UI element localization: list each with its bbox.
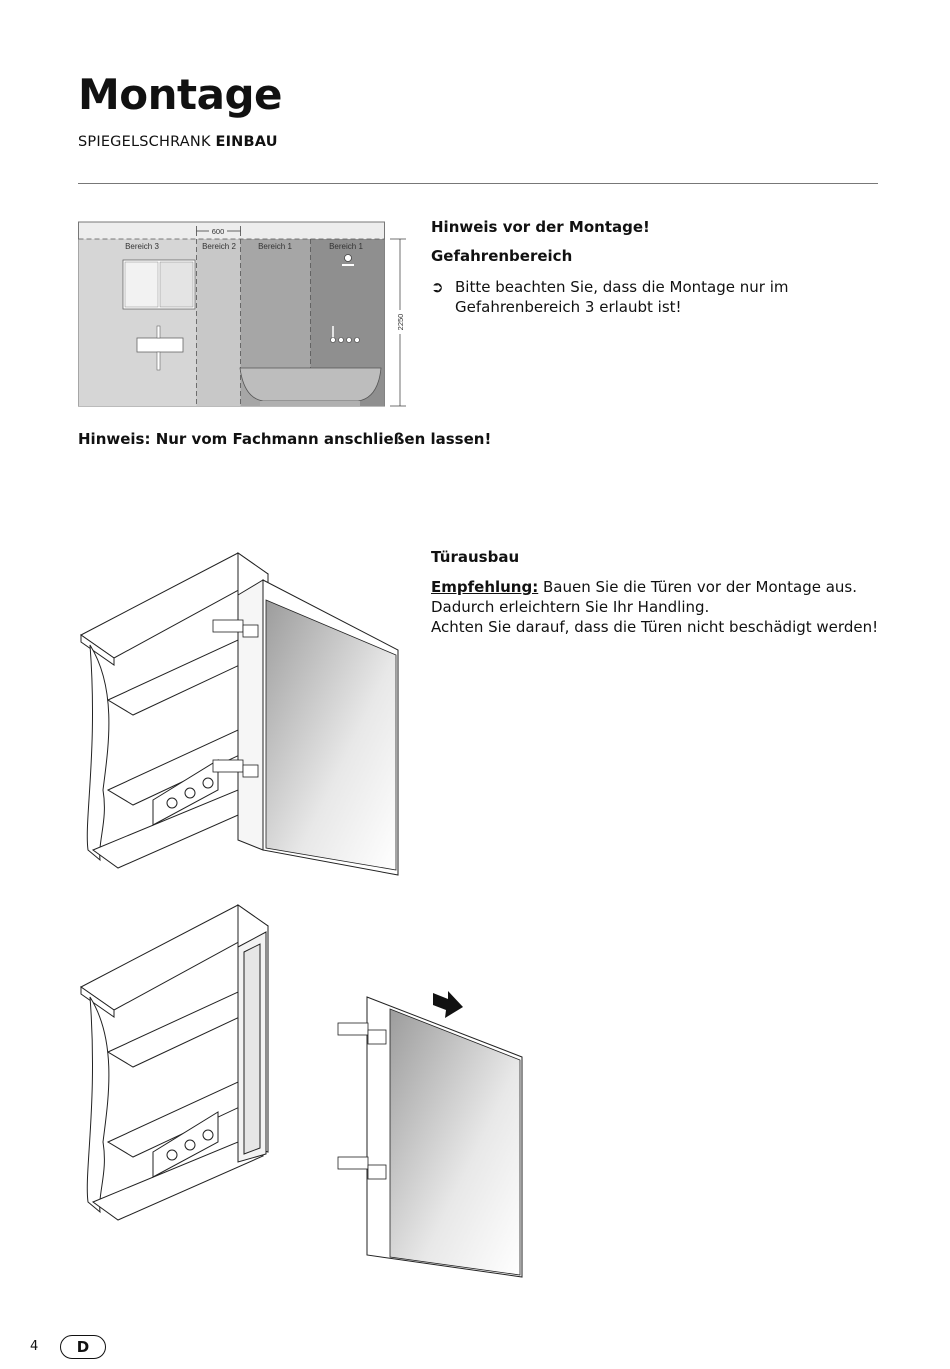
electrician-warning: Hinweis: Nur vom Fachmann anschließen lassen! [78,430,492,448]
notice-subheading: Gefahrenbereich [431,247,573,265]
recommendation-line3: Achten Sie darauf, dass die Türen nicht beschädigt werden! [431,618,879,636]
zone-label-3: Bereich 3 [125,242,159,251]
width-dimension-label: 600 [211,227,225,236]
door-removal-text [431,577,891,637]
zone-label-1a: Bereich 1 [258,242,292,251]
door-removal-heading: Türausbau [431,548,520,566]
arrow-right-icon [433,991,463,1018]
notice-bullet-text: Bitte beachten Sie, dass die Montage nur im Gefahrenbereich 3 erlaubt ist! [455,278,789,316]
zone-label-2: Bereich 2 [202,242,236,251]
header-divider [78,183,878,184]
page-subtitle [78,134,278,150]
height-dimension-label: 2250 [396,313,405,331]
bullet-arrow-icon: ➲ [431,278,444,296]
recommendation-text: Bauen Sie die Türen vor der Montage aus. [543,578,858,596]
subtitle-bold: EINBAU [215,134,278,150]
page-title: Montage [78,70,283,119]
zone-label-1b: Bereich 1 [329,242,363,251]
recommendation-line2: Dadurch erleichtern Sie Ihr Handling. [431,598,710,616]
mirror-cabinet-icon [123,260,195,309]
cabinet-without-door-illustration [78,902,273,1227]
cabinet-door-open-illustration [78,550,403,880]
subtitle-prefix: SPIEGELSCHRANK [78,134,211,150]
bathtub-icon [240,368,381,406]
recommendation-label: Empfehlung: [431,578,539,596]
language-badge: D [60,1335,106,1359]
zone-2-area [197,239,241,406]
bathroom-zone-diagram [78,218,413,410]
notice-heading: Hinweis vor der Montage! [431,218,650,236]
removed-door-illustration [330,985,530,1285]
page-number: 4 [30,1339,39,1354]
